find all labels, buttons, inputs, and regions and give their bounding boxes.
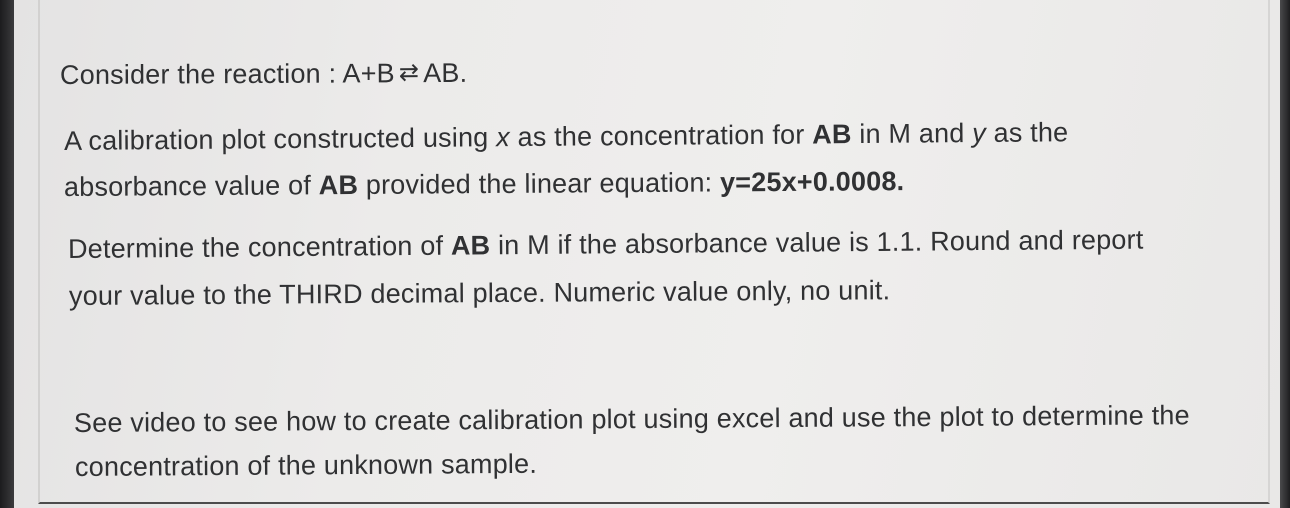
- question-text-a: Determine the concentration of: [67, 230, 452, 264]
- calibration-text-c: in M and: [851, 118, 973, 150]
- calibration-text-b: as the concentration for: [509, 119, 813, 153]
- question-text-c: your value to the THIRD decimal place. Numeric value only, no unit.: [68, 275, 891, 311]
- species-ab: AB: [318, 169, 359, 201]
- question-line-2: [69, 275, 890, 312]
- video-note-line-2: [75, 449, 537, 483]
- video-note-text-b: concentration of the unknown sample.: [74, 448, 538, 482]
- linear-equation: y=25x+0.0008.: [719, 166, 905, 198]
- reaction-prefix: Consider the reaction : A+B: [59, 58, 395, 90]
- calibration-text-f: provided the linear equation:: [357, 167, 721, 200]
- y-variable: y: [972, 117, 986, 149]
- calibration-text-a: A calibration plot constructed using: [63, 122, 497, 156]
- species-ab: AB: [450, 230, 491, 261]
- video-note-text-a: See video to see how to create calibration plot using excel and use the plot to determine the: [73, 400, 1190, 438]
- equilibrium-arrow-icon: ⇄: [398, 59, 420, 87]
- species-ab: AB: [812, 119, 852, 150]
- calibration-text-e: absorbance value of: [63, 170, 319, 202]
- question-text-b: in M if the absorbance value is 1.1. Round and report: [490, 224, 1144, 261]
- question-panel: [14, 0, 1280, 508]
- reaction-product: AB.: [423, 57, 468, 89]
- reaction-line: [60, 58, 467, 91]
- x-variable: x: [496, 122, 510, 153]
- right-shadow-edge: [1280, 0, 1290, 508]
- calibration-text-d: as the: [985, 117, 1069, 148]
- calibration-line-2: [64, 166, 905, 203]
- left-shadow-edge: [0, 0, 14, 508]
